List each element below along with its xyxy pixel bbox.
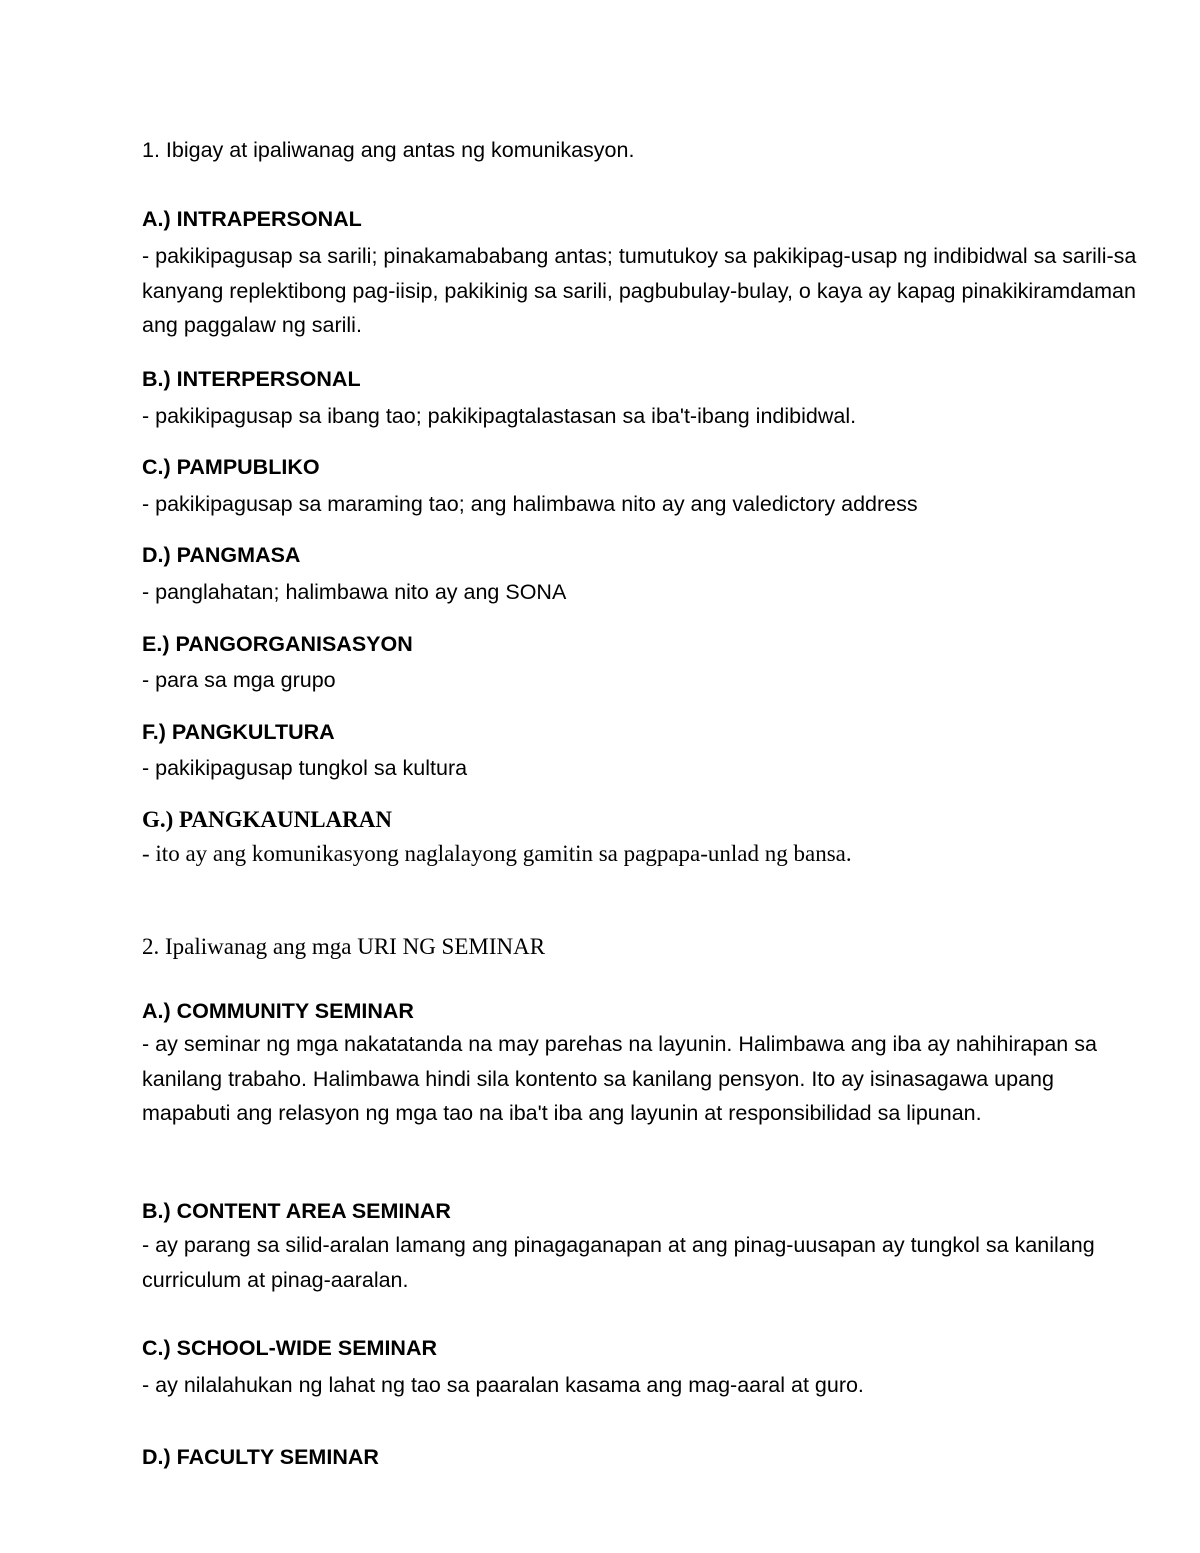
community-seminar-desc: - ay seminar ng mga nakatatanda na may parehas na layunin. Halimbawa ang iba ay nahihirapan sa kanilang trabaho. Halimbawa hindi sila kontento sa kanilang pensyon. Ito ay isinasagawa upang mapabuti ang relasyon ng mga tao na iba't iba ang layunin at responsibilidad sa lipunan. <box>142 1032 1097 1125</box>
faculty-seminar-heading: D.) FACULTY SEMINAR <box>142 1445 379 1469</box>
content-area-seminar-desc: - ay parang sa silid-aralan lamang ang pinagaganapan at ang pinag-uusapan ay tungkol sa kanilang curriculum at pinag-aaralan. <box>142 1233 1095 1292</box>
pangorganisasyon-heading: E.) PANGORGANISASYON <box>142 632 413 656</box>
pangkaunlaran-desc: - ito ay ang komunikasyong naglalayong gamitin sa pagpapa-unlad ng bansa. <box>142 841 852 866</box>
pampubliko-desc: - pakikipagusap sa maraming tao; ang halimbawa nito ay ang valedictory address <box>142 492 918 516</box>
school-wide-seminar-heading: C.) SCHOOL-WIDE SEMINAR <box>142 1336 438 1360</box>
question-2: 2. Ipaliwanag ang mga URI NG SEMINAR <box>142 934 546 959</box>
pangorganisasyon-desc: - para sa mga grupo <box>142 668 336 692</box>
pangkaunlaran-heading: G.) PANGKAUNLARAN <box>142 807 393 832</box>
question-1: 1. Ibigay at ipaliwanag ang antas ng komunikasyon. <box>142 138 635 162</box>
intrapersonal-heading: A.) INTRAPERSONAL <box>142 207 362 231</box>
content-area-seminar-heading: B.) CONTENT AREA SEMINAR <box>142 1199 451 1223</box>
pangkultura-heading: F.) PANGKULTURA <box>142 720 335 744</box>
pampubliko-heading: C.) PAMPUBLIKO <box>142 455 320 479</box>
interpersonal-heading: B.) INTERPERSONAL <box>142 367 361 391</box>
school-wide-seminar-desc: - ay nilalahukan ng lahat ng tao sa paaralan kasama ang mag-aaral at guro. <box>142 1373 864 1397</box>
pangmasa-desc: - panglahatan; halimbawa nito ay ang SONA <box>142 580 567 604</box>
intrapersonal-desc: - pakikipagusap sa sarili; pinakamababang antas; tumutukoy sa pakikipag-usap ng indibidwal sa sarili-sa kanyang replektibong pag-iisip, pakikinig sa sarili, pagbubulay-bulay, o kaya ay kapag pinakikiramdaman ang paggalaw ng sarili. <box>142 244 1137 337</box>
community-seminar-heading: A.) COMMUNITY SEMINAR <box>142 999 414 1023</box>
pangkultura-desc: - pakikipagusap tungkol sa kultura <box>142 756 468 780</box>
pangmasa-heading: D.) PANGMASA <box>142 543 301 567</box>
interpersonal-desc: - pakikipagusap sa ibang tao; pakikipagtalastasan sa iba't-ibang indibidwal. <box>142 404 857 428</box>
